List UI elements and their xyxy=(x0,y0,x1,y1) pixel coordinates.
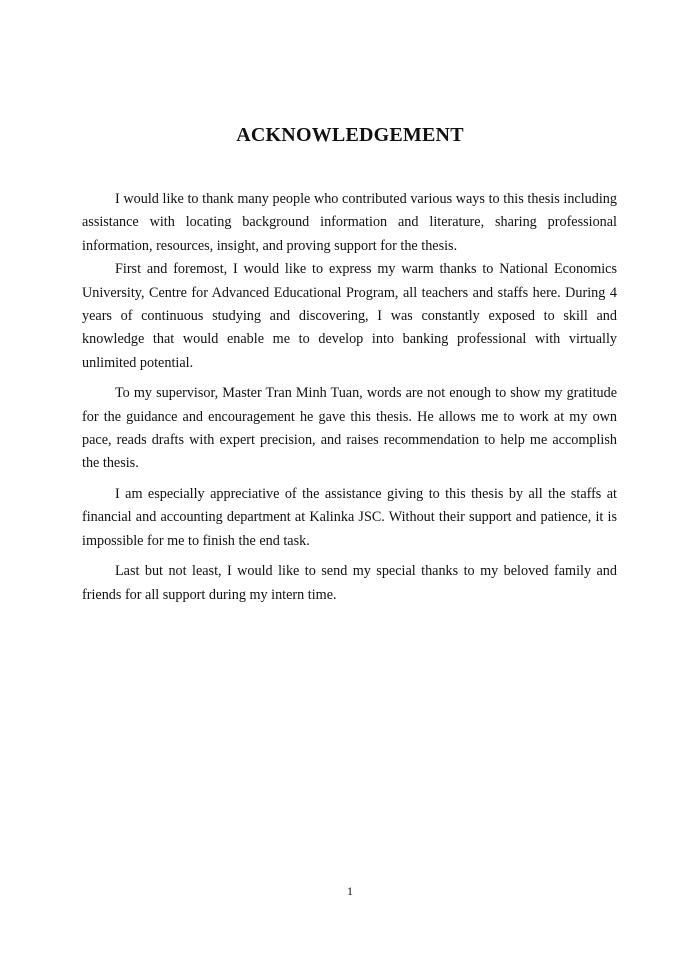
paragraph-university: First and foremost, I would like to express my warm thanks to National Economics University, Centre for Advanced Educational Program, all teachers and staffs here. During 4 years of continuous studying and discovering, I was constantly exposed to skill and knowledge that would enable me to develop into banking professional with virtually unlimited potential. xyxy=(82,261,617,371)
paragraph-supervisor: To my supervisor, Master Tran Minh Tuan, words are not enough to show my gratitude for the guidance and encouragement he gave this thesis. He allows me to work at my own pace, reads drafts with expert precision, and raises recommendation to help me accomplish the thesis. xyxy=(82,385,617,472)
page-title: ACKNOWLEDGEMENT xyxy=(236,124,464,146)
paragraph-company: I am especially appreciative of the assistance giving to this thesis by all the staffs at financial and accounting department at Kalinka JSC. Without their support and patience, it is impossible for me to finish the end task. xyxy=(82,485,617,549)
acknowledgement-body xyxy=(82,188,617,607)
page-number: 1 xyxy=(347,884,353,898)
paragraph-intro: I would like to thank many people who contributed various ways to this thesis including assistance with locating background information and literature, sharing professional information, resources, insight, and proving support for the thesis. xyxy=(82,191,617,254)
paragraph-family: Last but not least, I would like to send my special thanks to my beloved family and friends for all support during my intern time. xyxy=(82,563,617,603)
